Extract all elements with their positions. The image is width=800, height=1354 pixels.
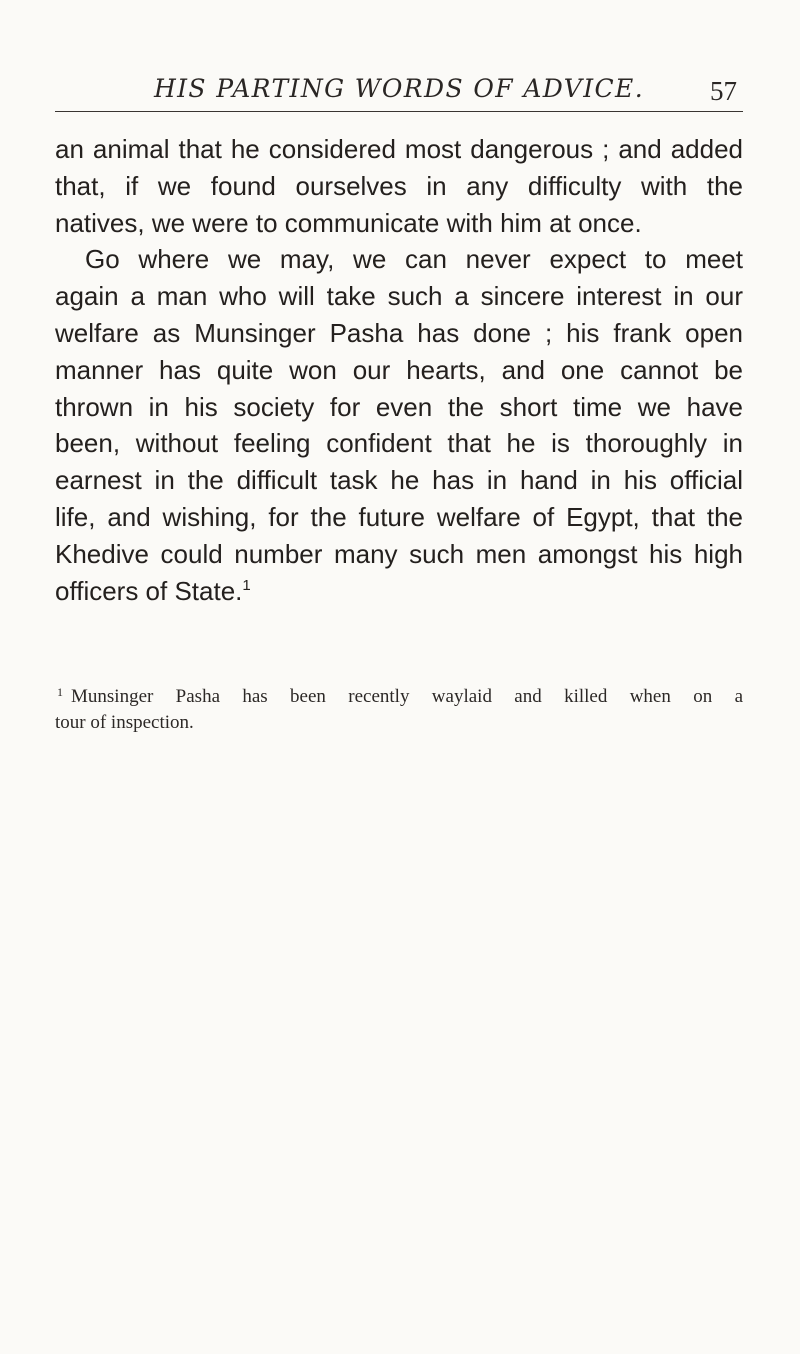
text-line: life, and wishing, for the future welfare of Egypt, that the	[55, 501, 743, 532]
footnote	[55, 684, 743, 736]
footnote-reference[interactable]: 1	[242, 576, 251, 594]
text-line: again a man who will take such a sincere interest in our	[55, 281, 743, 312]
running-title: HIS PARTING WORDS OF ADVICE.	[153, 74, 645, 103]
text-line: earnest in the difficult task he has in hand in his official	[55, 465, 743, 496]
text-line-last	[55, 573, 743, 610]
text-line: manner has quite won our hearts, and one cannot be	[55, 354, 743, 385]
text-line: Khedive could number many such men amongst his high	[55, 538, 743, 569]
text-line: welfare as Munsinger Pasha has done ; his frank open	[55, 317, 743, 348]
footnote-text: Munsinger Pasha has been recently waylaid and killed when on a	[71, 686, 743, 707]
text-line: been, without feeling confident that he is thoroughly in	[55, 428, 743, 459]
body-text	[55, 131, 743, 609]
text-line: natives, we were to communicate with him at once.	[55, 207, 642, 238]
footnote-marker: 1	[57, 685, 63, 699]
text-line-content: officers of State.	[55, 575, 243, 606]
text-line: an animal that he considered most dangerous ; and added	[55, 134, 743, 164]
text-line: thrown in his society for even the short time we have	[55, 391, 743, 422]
paragraph-start-line: Go where we may, we can never expect to meet	[85, 244, 743, 275]
text-line: that, if we found ourselves in any difficulty with the	[55, 170, 743, 201]
header-rule	[55, 111, 743, 112]
footnote-line: tour of inspection.	[55, 712, 194, 733]
page-number: 57	[710, 76, 737, 106]
running-head	[55, 72, 743, 112]
footnote-line	[55, 684, 743, 710]
